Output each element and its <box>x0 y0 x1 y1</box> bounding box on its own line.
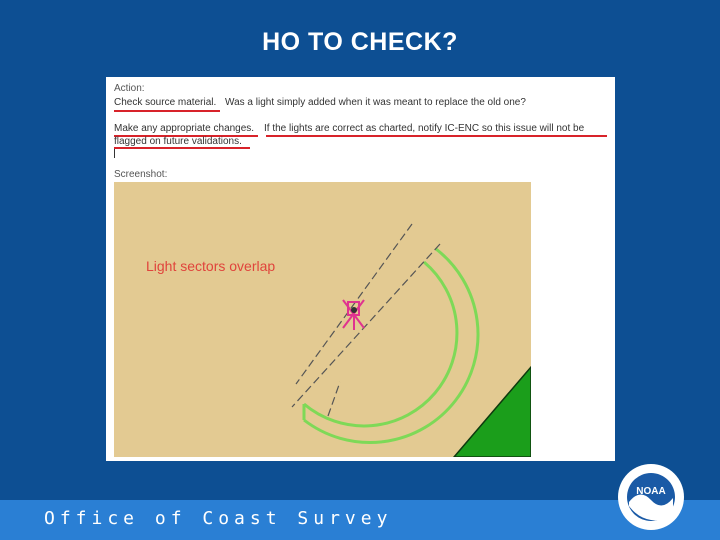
slide-title: HO TO CHECK? <box>262 28 458 56</box>
content-panel <box>106 77 615 461</box>
sector-limit-line-3 <box>328 382 340 416</box>
sector-limit-line-1 <box>296 224 412 384</box>
action-label: Action: <box>114 83 145 94</box>
logo-text: NOAA <box>636 486 666 497</box>
line2-part2: If the lights are correct as charted, notify IC-ENC so this issue will not be <box>264 123 585 134</box>
chart-screenshot <box>114 182 531 457</box>
line1-part2: Was a light simply added when it was meant to replace the old one? <box>225 97 526 108</box>
red-underline-3 <box>266 135 607 137</box>
sector-limit-line-2 <box>292 244 440 407</box>
line3: flagged on future validations. <box>114 136 242 147</box>
red-underline-4 <box>114 147 250 149</box>
chart-svg <box>114 182 531 457</box>
green-area <box>454 367 531 457</box>
text-cursor <box>114 149 115 158</box>
map-annotation: Light sectors overlap <box>146 258 276 274</box>
line2-part1: Make any appropriate changes. <box>114 123 255 134</box>
footer-text: Office of Coast Survey <box>44 508 393 529</box>
outer-sector-arc <box>304 249 478 443</box>
screenshot-label: Screenshot: <box>114 169 168 180</box>
inner-sector-arc <box>304 262 457 426</box>
line1-part1: Check source material. <box>114 97 217 108</box>
red-underline-1 <box>114 110 220 112</box>
noaa-logo-icon <box>616 462 686 532</box>
